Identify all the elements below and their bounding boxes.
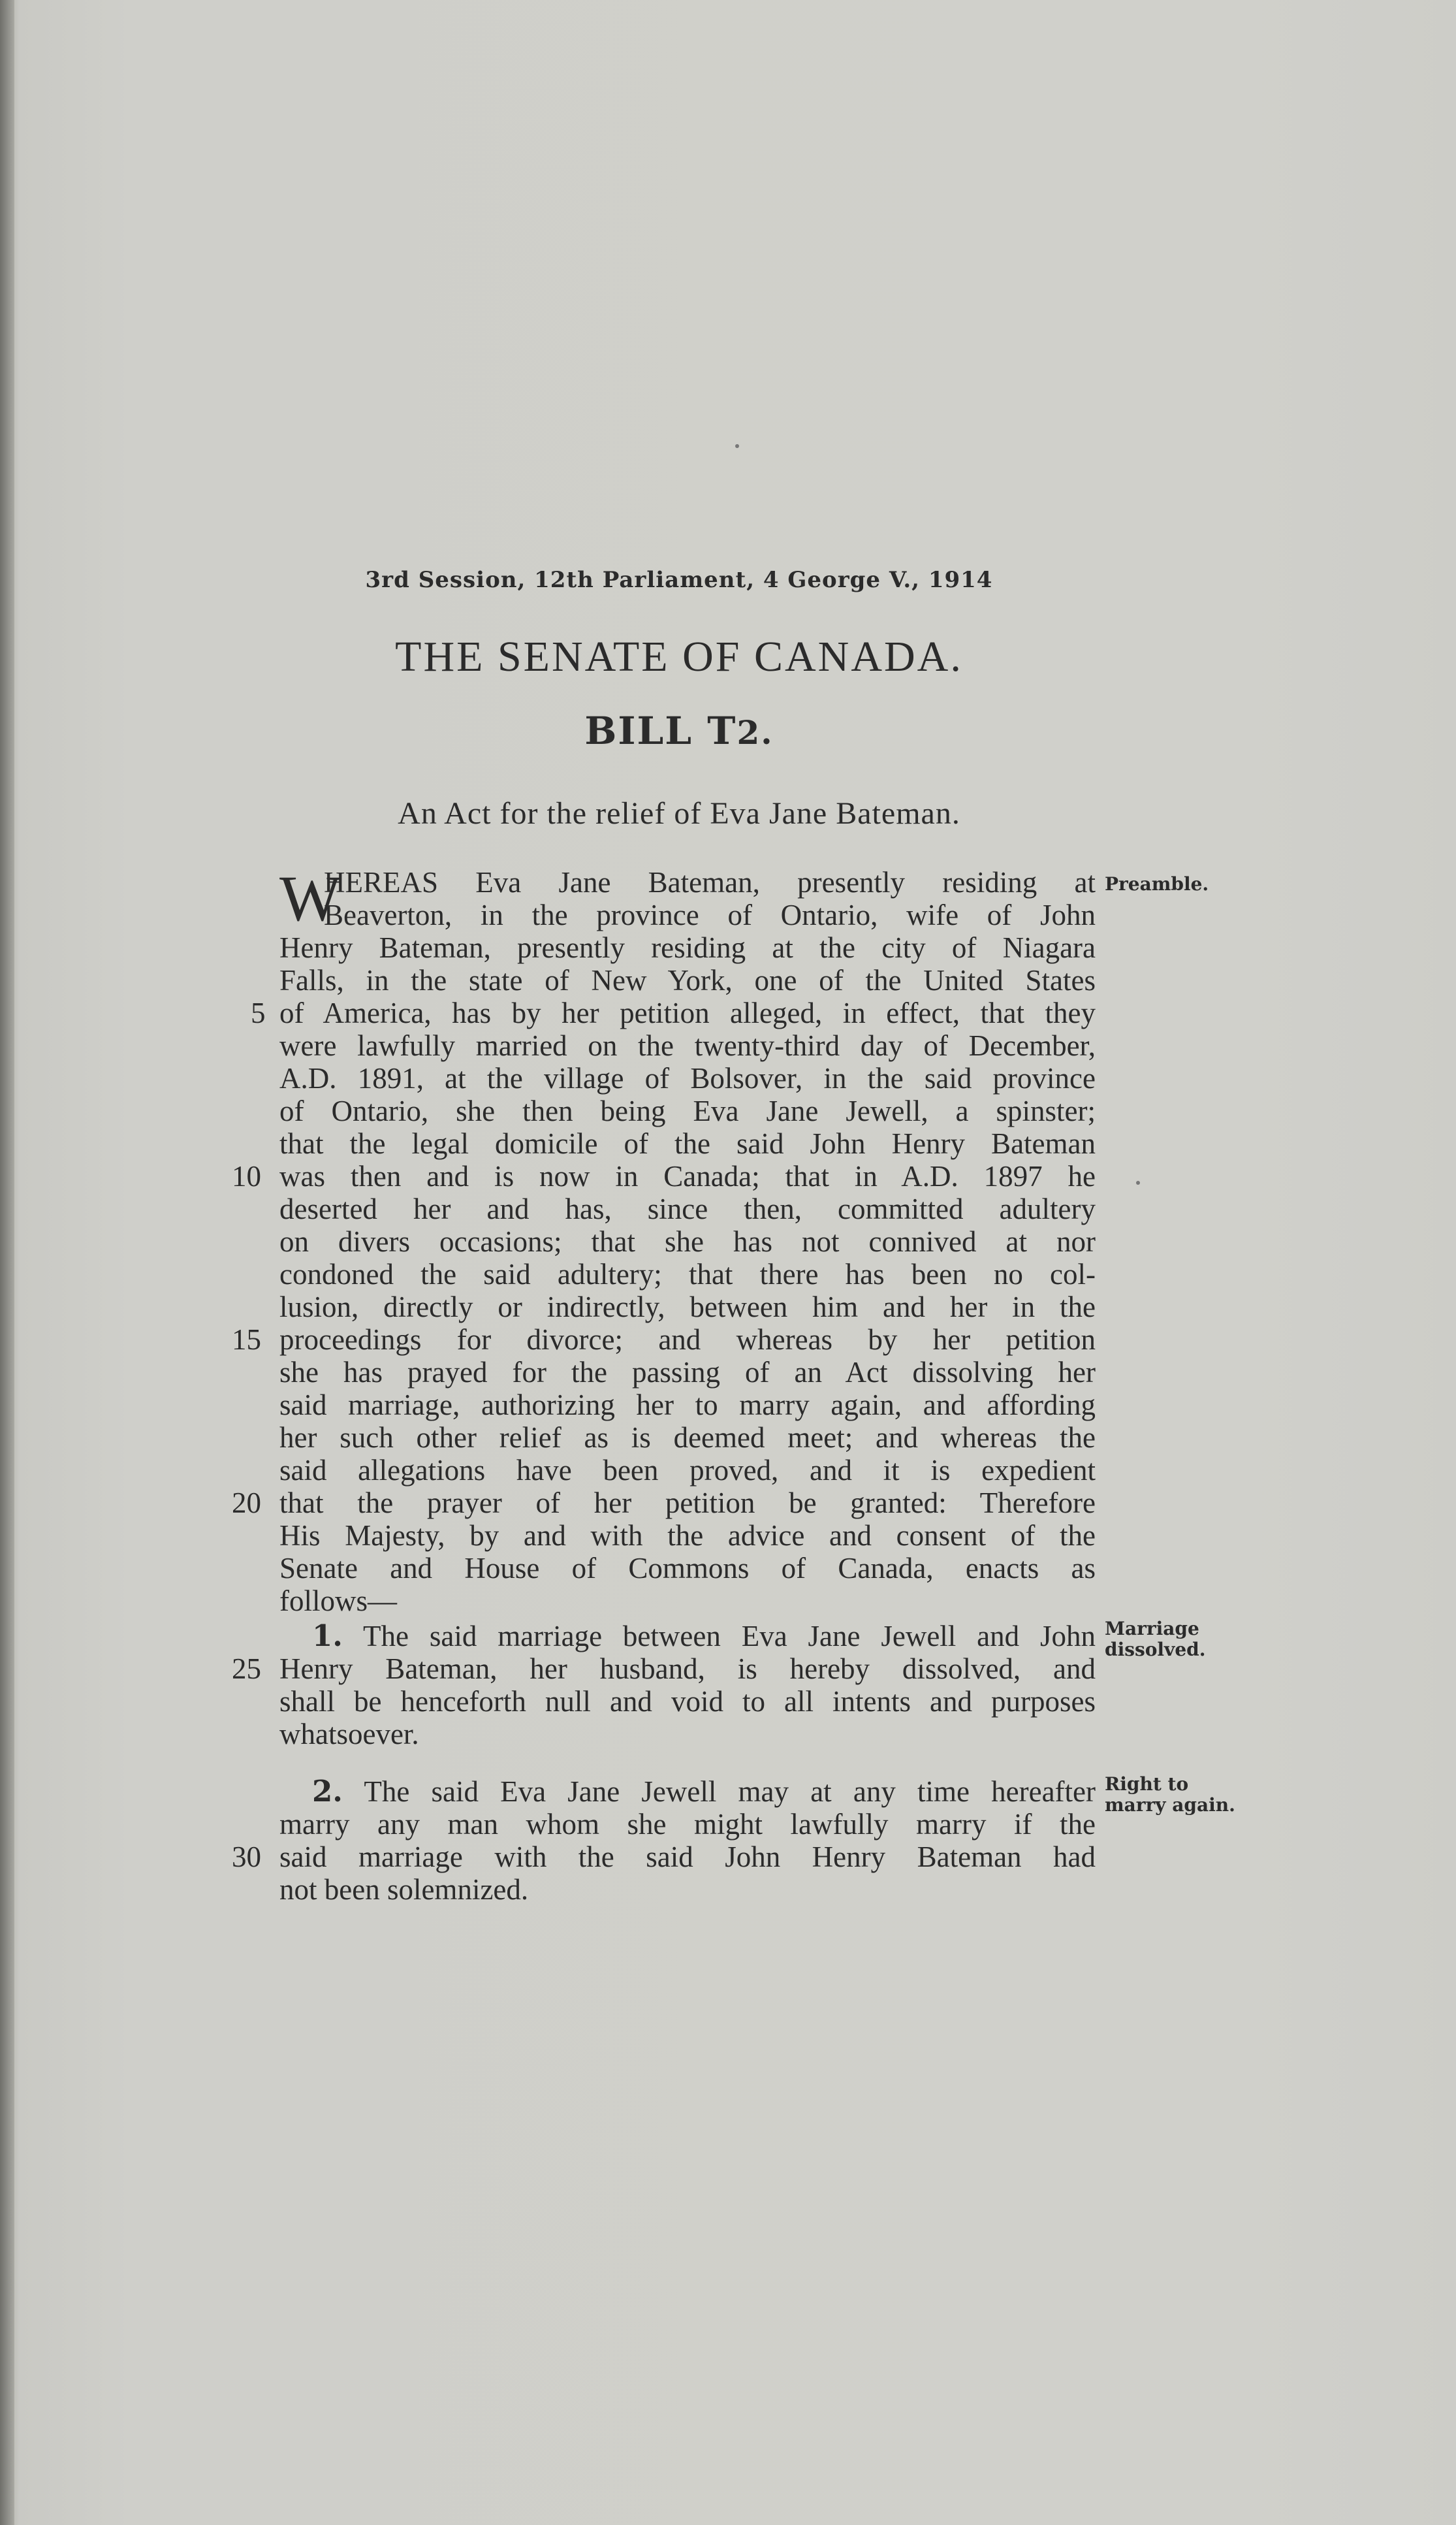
- margin-note-preamble: Preamble.: [1105, 873, 1209, 895]
- margin-note-right-to: Right to: [1105, 1773, 1189, 1795]
- preamble-line: lusion, directly or indirectly, between him and her in the: [279, 1291, 1096, 1323]
- section-2-line: said marriage with the said John Henry Bateman had: [279, 1841, 1096, 1873]
- preamble-line: of America, has by her petition alleged, in effect, that they: [279, 997, 1096, 1029]
- line-number: 30: [232, 1841, 261, 1873]
- preamble-line: follows—: [279, 1584, 397, 1617]
- bill-number: 2.: [736, 713, 774, 752]
- line-number: 20: [232, 1487, 261, 1519]
- section-1-first-line: [312, 1620, 1096, 1652]
- section-1-line: shall be henceforth null and void to all intents and purposes: [279, 1685, 1096, 1718]
- margin-note-marriage: Marriage: [1105, 1618, 1199, 1639]
- line-number: 5: [251, 997, 266, 1029]
- preamble-line: Beaverton, in the province of Ontario, wife of John: [324, 899, 1096, 931]
- preamble-line: Falls, in the state of New York, one of the United States: [279, 964, 1096, 997]
- preamble-line: HEREAS Eva Jane Bateman, presently residing at: [324, 866, 1096, 899]
- line-number: 10: [232, 1160, 261, 1193]
- preamble-line: said allegations have been proved, and it is expedient: [279, 1454, 1096, 1487]
- session-line: 3rd Session, 12th Parliament, 4 George V., 1914: [365, 567, 993, 593]
- act-title: An Act for the relief of Eva Jane Bateman.: [398, 796, 960, 831]
- preamble-line: that the legal domicile of the said John Henry Bateman: [279, 1127, 1096, 1160]
- section-1-line: whatsoever.: [279, 1718, 419, 1750]
- senate-heading: THE SENATE OF CANADA.: [395, 633, 963, 681]
- preamble-line: on divers occasions; that she has not connived at nor: [279, 1225, 1096, 1258]
- section-2-line: not been solemnized.: [279, 1873, 529, 1906]
- preamble-line: proceedings for divorce; and whereas by her petition: [279, 1323, 1096, 1356]
- preamble-line: she has prayed for the passing of an Act dissolving her: [279, 1356, 1096, 1389]
- bill-label: BILL T: [584, 709, 737, 753]
- section-2-first-line: [312, 1775, 1096, 1808]
- preamble-line: His Majesty, by and with the advice and consent of the: [279, 1519, 1096, 1552]
- bill-heading: [274, 709, 1084, 753]
- line-number: 15: [232, 1323, 261, 1356]
- section-1-line: Henry Bateman, her husband, is hereby dissolved, and: [279, 1652, 1096, 1685]
- paper-speck: [735, 444, 739, 448]
- preamble-line: said marriage, authorizing her to marry again, and affording: [279, 1389, 1096, 1421]
- section-2-number: 2.: [312, 1774, 343, 1809]
- section-1-line: The said marriage between Eva Jane Jewell and John: [363, 1620, 1096, 1652]
- line-number: 25: [232, 1652, 261, 1685]
- preamble-line: were lawfully married on the twenty-third day of December,: [279, 1029, 1096, 1062]
- margin-note-dissolved: dissolved.: [1105, 1639, 1206, 1660]
- margin-note-marry-again: marry again.: [1105, 1794, 1235, 1816]
- preamble-line: Senate and House of Commons of Canada, enacts as: [279, 1552, 1096, 1584]
- preamble-line: condoned the said adultery; that there has been no col-: [279, 1258, 1096, 1291]
- preamble-line: Henry Bateman, presently residing at the city of Niagara: [279, 931, 1096, 964]
- preamble-line: of Ontario, she then being Eva Jane Jewell, a spinster;: [279, 1095, 1096, 1127]
- preamble-line: A.D. 1891, at the village of Bolsover, in the said province: [279, 1062, 1096, 1095]
- section-2-line: The said Eva Jane Jewell may at any time hereafter: [364, 1775, 1096, 1808]
- drop-cap: W: [279, 862, 341, 935]
- preamble-line: her such other relief as is deemed meet; and whereas the: [279, 1421, 1096, 1454]
- preamble-line: that the prayer of her petition be granted: Therefore: [279, 1487, 1096, 1519]
- preamble-line: deserted her and has, since then, committed adultery: [279, 1193, 1096, 1225]
- preamble-line: was then and is now in Canada; that in A.D. 1897 he: [279, 1160, 1096, 1193]
- section-2-line: marry any man whom she might lawfully marry if the: [279, 1808, 1096, 1841]
- paper-speck: [1136, 1181, 1140, 1185]
- section-1-number: 1.: [312, 1618, 343, 1653]
